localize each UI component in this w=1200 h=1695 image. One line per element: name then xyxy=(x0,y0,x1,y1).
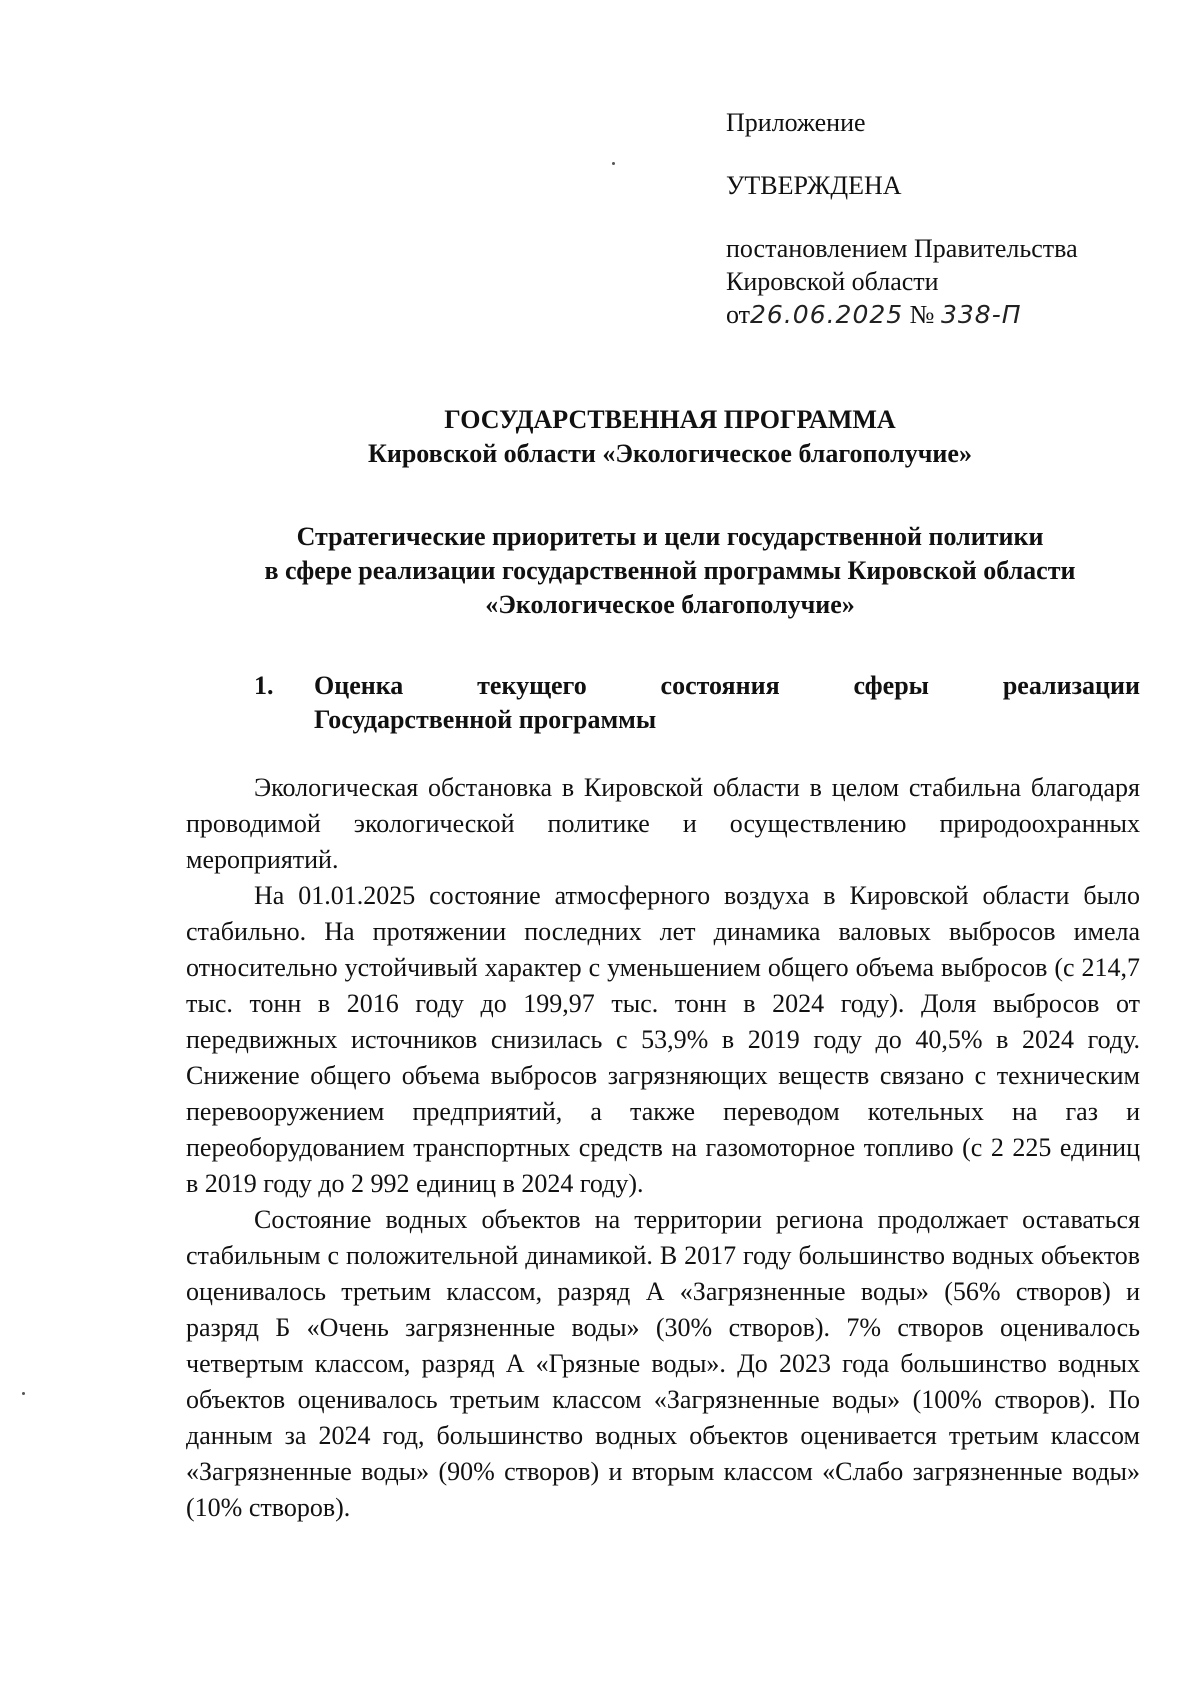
document-title xyxy=(150,403,1190,471)
section-heading xyxy=(254,669,1140,737)
document-subtitle xyxy=(150,520,1190,622)
approved-by-line1: постановлением Правительства xyxy=(726,234,1078,263)
section-number: 1. xyxy=(254,671,274,700)
appendix-label: Приложение xyxy=(726,108,866,137)
section-word: реализации xyxy=(1002,671,1140,700)
section-heading-line1 xyxy=(314,669,1140,703)
paragraph: На 01.01.2025 состояние атмосферного воздуха в Кировской области было стабильно. На протяжении последних лет динамика валовых выбросов имела относительно устойчивый характер с уменьшением общего объема выбросов (с 214,7 тыс. тонн в 2016 году до 199,97 тыс. тонн в 2024 году). Доля выбросов от передвижных источников снизилась с 53,9% в 2019 году до 40,5% в 2024 году. Снижение общего объема выбросов загрязняющих веществ связано с техническим перевооружением предприятий, а также переводом котельных на газ и переоборудованием транспортных средств на газомоторное топливо (с 2 225 единиц в 2019 году до 2 992 единиц в 2024 году). xyxy=(186,881,1140,1198)
paragraph: Состояние водных объектов на территории региона продолжает оставаться стабильным с положительной динамикой. В 2017 году большинство водных объектов оценивалось третьим классом, разряд А «Загрязненные воды» (56% створов) и разряд Б «Очень загрязненные воды» (30% створов). 7% створов оценивалось четвертым классом, разряд А «Грязные воды». До 2023 года большинство водных объектов оценивалось третьим классом «Загрязненные воды» (100% створов). По данным за 2024 год, большинство водных объектов оценивается третьим классом «Загрязненные воды» (90% створов) и вторым классом «Слабо загрязненные воды» (10% створов). xyxy=(186,1205,1140,1522)
document-body xyxy=(186,770,1140,1526)
date-prefix: от xyxy=(726,300,751,329)
title-line2: Кировской области «Экологическое благополучие» xyxy=(368,439,972,468)
section-word: сферы xyxy=(853,671,929,700)
subtitle-line2: в сфере реализации государственной программы Кировской области xyxy=(264,556,1076,585)
handwritten-date: 26.06.2025 xyxy=(750,300,904,329)
section-word: Оценка xyxy=(314,671,404,700)
approved-by-line2: Кировской области xyxy=(726,267,939,296)
title-line1: ГОСУДАРСТВЕННАЯ ПРОГРАММА xyxy=(444,405,896,434)
section-word: текущего xyxy=(477,671,587,700)
section-word: состояния xyxy=(660,671,780,700)
number-prefix: № xyxy=(909,300,935,329)
scan-speck xyxy=(22,1392,25,1395)
scan-speck xyxy=(612,162,615,165)
handwritten-number: 338-П xyxy=(940,300,1022,329)
approved-label: УТВЕРЖДЕНА xyxy=(726,171,902,200)
paragraph: Экологическая обстановка в Кировской области в целом стабильна благодаря проводимой экологической политике и осуществлению природоохранных мероприятий. xyxy=(186,773,1140,874)
approval-block xyxy=(726,106,1166,331)
approval-date-number xyxy=(726,298,1166,331)
section-heading-line2: Государственной программы xyxy=(314,705,657,734)
subtitle-line3: «Экологическое благополучие» xyxy=(485,590,855,619)
subtitle-line1: Стратегические приоритеты и цели государственной политики xyxy=(296,522,1044,551)
